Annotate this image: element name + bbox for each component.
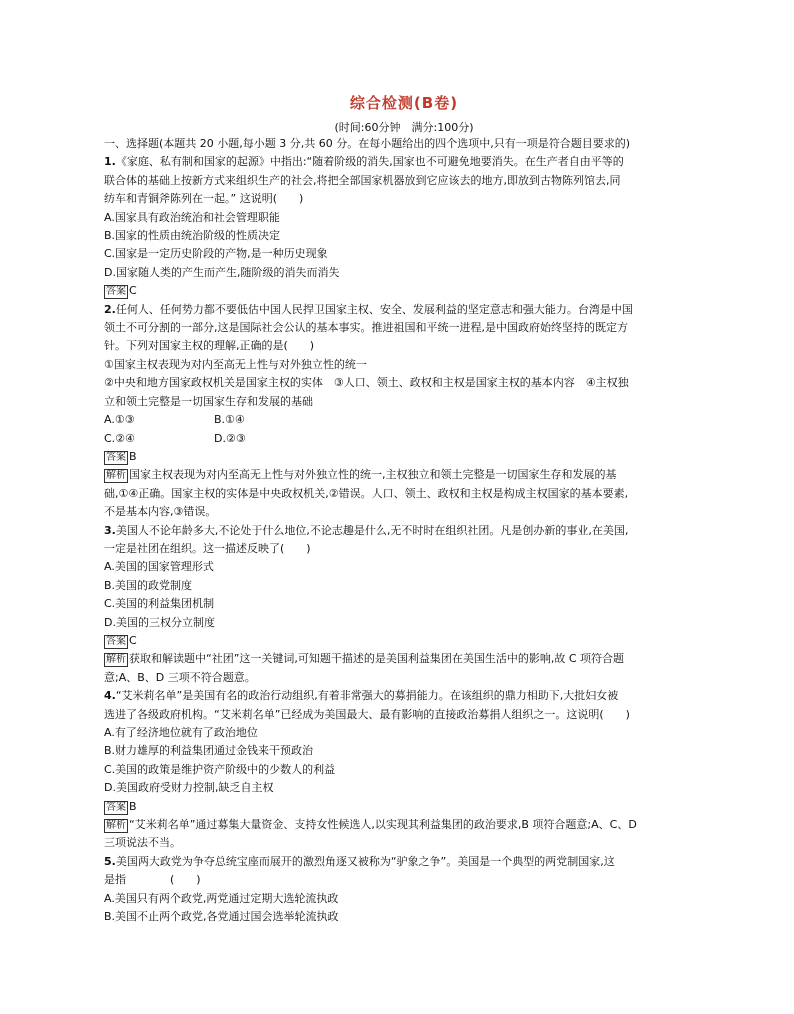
statement-line: ②中央和地方国家政权机关是国家主权的实体 ③人口、领土、政权和主权是国家主权的基本内容 ④主权独 bbox=[104, 376, 629, 390]
answer-value: C bbox=[129, 284, 137, 298]
option-row bbox=[104, 430, 704, 448]
option: A.①③ bbox=[104, 413, 135, 427]
option: B.美国的政党制度 bbox=[104, 578, 193, 592]
option: C.美国的政策是维护资产阶级中的少数人的利益 bbox=[104, 762, 336, 776]
answer-line bbox=[104, 632, 704, 650]
analysis-line: 不是基本内容,③错误。 bbox=[104, 505, 217, 519]
option: A.美国只有两个政党,两党通过定期大选轮流执政 bbox=[104, 891, 339, 905]
question-line: 1.《家庭、私有制和国家的起源》中指出:“随着阶级的消失,国家也不可避免地要消失。在生产者自由平等的 bbox=[104, 155, 624, 169]
analysis-line: 解析 “艾米莉名单”通过募集大量资金、支持女性候选人,以实现其利益集团的政治要求,B 项符合题意;A、C、D bbox=[106, 818, 637, 832]
option: D.国家随人类的产生而产生,随阶级的消失而消失 bbox=[104, 265, 340, 279]
question-line: 5.美国两大政党为争夺总统宝座而展开的激烈角逐又被称为“驴象之争”。美国是一个典型的两党制国家,这 bbox=[104, 854, 615, 868]
question-number: 1. bbox=[104, 155, 116, 169]
question-line: 领土不可分割的一部分,这是国际社会公认的基本事实。推进祖国和平统一进程,是中国政府始终坚持的既定方 bbox=[104, 321, 628, 335]
analysis-line: 解析 获取和解读题中“社团”这一关键词,可知题干描述的是美国利益集团在美国生活中的影响,故 C 项符合题 bbox=[106, 652, 625, 666]
question-number: 4. bbox=[104, 689, 116, 703]
exam-page bbox=[104, 92, 704, 926]
question-1 bbox=[104, 153, 704, 300]
option: B.财力雄厚的利益集团通过金钱来干预政治 bbox=[104, 744, 314, 758]
question-line: 2.任何人、任何势力都不要低估中国人民捍卫国家主权、安全、发展利益的坚定意志和强大能力。台湾是中国 bbox=[104, 302, 633, 316]
analysis-tag: 解析 bbox=[106, 820, 126, 832]
option-row bbox=[104, 411, 704, 429]
option: D.②③ bbox=[214, 431, 246, 445]
answer-line bbox=[104, 448, 704, 466]
answer-value: B bbox=[129, 799, 137, 813]
analysis-line: 础,①④正确。国家主权的实体是中央政权机关,②错误。人口、领土、政权和主权是构成主权国家的基本要素, bbox=[104, 486, 629, 500]
question-line: 3.美国人不论年龄多大,不论处于什么地位,不论志趣是什么,无不时时在组织社团。凡是创办新的事业,在美国, bbox=[104, 523, 629, 537]
question-2 bbox=[104, 301, 704, 522]
question-line: 4.“艾米莉名单”是美国有名的政治行动组织,有着非常强大的募捐能力。在该组织的鼎力相助下,大批妇女被 bbox=[104, 689, 619, 703]
analysis-tag: 解析 bbox=[106, 654, 126, 666]
answer-line bbox=[104, 282, 704, 300]
option: B.①④ bbox=[214, 413, 245, 427]
option: A.美国的国家管理形式 bbox=[104, 560, 214, 574]
question-5 bbox=[104, 853, 704, 927]
option: A.国家具有政治统治和社会管理职能 bbox=[104, 210, 280, 224]
answer-tag: 答案 bbox=[106, 801, 126, 813]
question-line: 选进了各级政府机构。“艾米莉名单”已经成为美国最大、最有影响的直接政治募捐人组织之一。这说明( ) bbox=[104, 707, 630, 721]
option: C.②④ bbox=[104, 431, 135, 445]
question-number: 5. bbox=[104, 854, 116, 868]
answer-line bbox=[104, 798, 704, 816]
answer-tag: 答案 bbox=[106, 286, 126, 298]
question-number: 2. bbox=[104, 302, 116, 316]
statement-line: 立和领土完整是一切国家生存和发展的基础 bbox=[104, 394, 313, 408]
question-line: 纺车和青铜斧陈列在一起。” 这说明( ) bbox=[104, 192, 304, 206]
question-number: 3. bbox=[104, 523, 116, 537]
analysis-tag: 解析 bbox=[106, 470, 126, 482]
option: D.美国政府受财力控制,缺乏自主权 bbox=[104, 781, 274, 795]
option: C.国家是一定历史阶段的产物,是一种历史现象 bbox=[104, 247, 328, 261]
analysis-line: 三项说法不当。 bbox=[104, 836, 181, 850]
answer-tag: 答案 bbox=[106, 451, 126, 463]
exam-meta: (时间:60分钟 满分:100分) bbox=[334, 121, 474, 134]
option: D.美国的三权分立制度 bbox=[104, 615, 215, 629]
answer-tag: 答案 bbox=[106, 635, 126, 647]
option: A.有了经济地位就有了政治地位 bbox=[104, 726, 258, 739]
question-line: 针。下列对国家主权的理解,正确的是( ) bbox=[104, 339, 315, 353]
question-line: 一定是社团在组织。这一描述反映了( ) bbox=[104, 541, 311, 555]
question-3 bbox=[104, 522, 704, 688]
question-line: 是指 ( ) bbox=[104, 873, 201, 887]
option: B.国家的性质由统治阶级的性质决定 bbox=[104, 229, 281, 243]
analysis-line: 意;A、B、D 三项不符合题意。 bbox=[104, 670, 256, 684]
statement-line: ①国家主权表现为对内至高无上性与对外独立性的统一 bbox=[104, 357, 367, 371]
answer-value: B bbox=[129, 449, 137, 463]
question-line: 联合体的基础上按新方式来组织生产的社会,将把全部国家机器放到它应该去的地方,即放到古物陈列馆去,同 bbox=[104, 173, 621, 187]
question-4 bbox=[104, 687, 704, 853]
page-title: 综合检测(B卷) bbox=[349, 94, 459, 112]
analysis-line: 解析 国家主权表现为对内至高无上性与对外独立性的统一,主权独立和领土完整是一切国家生存和发展的基 bbox=[106, 468, 617, 482]
section-heading: 一、选择题(本题共 20 小题,每小题 3 分,共 60 分。在每小题给出的四个选项中,只有一项是符合题目要求的) bbox=[104, 137, 631, 150]
option: C.美国的利益集团机制 bbox=[104, 597, 215, 611]
option: B.美国不止两个政党,各党通过国会选举轮流执政 bbox=[104, 910, 339, 924]
answer-value: C bbox=[129, 633, 137, 647]
